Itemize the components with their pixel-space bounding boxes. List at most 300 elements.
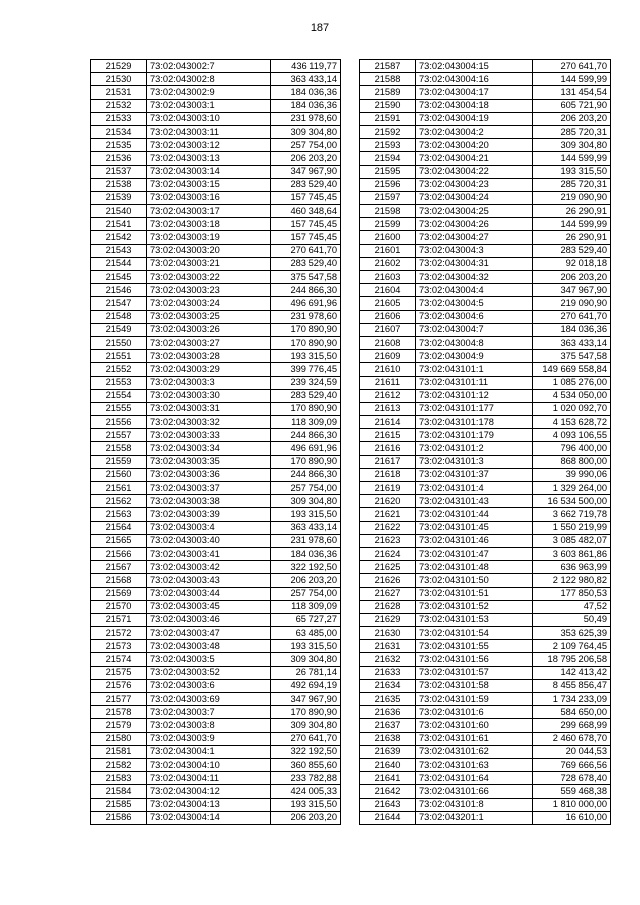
cadastral-number-cell: 73:02:043004:22 [416,165,533,178]
table-row [360,284,611,297]
table-row [91,389,341,402]
amount-cell: 47,52 [533,600,611,613]
cadastral-number-cell: 73:02:043004:6 [416,310,533,323]
table-row [91,336,341,349]
cadastral-number-cell: 73:02:043003:17 [147,205,271,218]
table-row [360,60,611,73]
row-number-cell: 21578 [91,706,147,719]
row-number-cell: 21533 [91,112,147,125]
row-number-cell: 21581 [91,745,147,758]
row-number-cell: 21608 [360,336,416,349]
cadastral-number-cell: 73:02:043004:31 [416,257,533,270]
cadastral-number-cell: 73:02:043003:38 [147,495,271,508]
cadastral-number-cell: 73:02:043004:18 [416,99,533,112]
table-row [91,561,341,574]
amount-cell: 257 754,00 [271,482,341,495]
cadastral-number-cell: 73:02:043003:26 [147,323,271,336]
cadastral-number-cell: 73:02:043003:5 [147,653,271,666]
amount-cell: 2 109 764,45 [533,640,611,653]
table-row [91,679,341,692]
table-row [360,745,611,758]
amount-cell: 157 745,45 [271,218,341,231]
amount-cell: 1 810 000,00 [533,798,611,811]
table-row [91,402,341,415]
cadastral-number-cell: 73:02:043101:51 [416,587,533,600]
cadastral-number-cell: 73:02:043003:9 [147,732,271,745]
table-row [360,785,611,798]
amount-cell: 605 721,90 [533,99,611,112]
amount-cell: 26 781,14 [271,666,341,679]
cadastral-number-cell: 73:02:043003:43 [147,574,271,587]
table-row [360,152,611,165]
amount-cell: 231 978,60 [271,534,341,547]
amount-cell: 118 309,09 [271,416,341,429]
row-number-cell: 21636 [360,706,416,719]
cadastral-number-cell: 73:02:043003:47 [147,627,271,640]
amount-cell: 219 090,90 [533,297,611,310]
row-number-cell: 21558 [91,442,147,455]
row-number-cell: 21585 [91,798,147,811]
cadastral-number-cell: 73:02:043003:30 [147,389,271,402]
cadastral-number-cell: 73:02:043004:12 [147,785,271,798]
cadastral-number-cell: 73:02:043003:7 [147,706,271,719]
cadastral-number-cell: 73:02:043101:12 [416,389,533,402]
row-number-cell: 21644 [360,811,416,824]
row-number-cell: 21580 [91,732,147,745]
table-row [91,508,341,521]
amount-cell: 868 800,00 [533,455,611,468]
amount-cell: 16 610,00 [533,811,611,824]
amount-cell: 360 855,60 [271,758,341,771]
table-row [360,429,611,442]
amount-cell: 363 433,14 [271,73,341,86]
cadastral-number-cell: 73:02:043004:23 [416,178,533,191]
table-row [360,547,611,560]
row-number-cell: 21590 [360,99,416,112]
row-number-cell: 21637 [360,719,416,732]
amount-cell: 257 754,00 [271,139,341,152]
table-row [91,640,341,653]
table-row [360,376,611,389]
table-row [360,653,611,666]
table-row [360,73,611,86]
table-row [91,310,341,323]
cadastral-number-cell: 73:02:043003:19 [147,231,271,244]
cadastral-number-cell: 73:02:043004:7 [416,323,533,336]
cadastral-number-cell: 73:02:043003:3 [147,376,271,389]
row-number-cell: 21559 [91,455,147,468]
table-row [91,205,341,218]
amount-cell: 492 694,19 [271,679,341,692]
amount-cell: 170 890,90 [271,336,341,349]
cadastral-number-cell: 73:02:043101:179 [416,429,533,442]
table-row [360,191,611,204]
table-row [91,363,341,376]
row-number-cell: 21628 [360,600,416,613]
row-number-cell: 21615 [360,429,416,442]
amount-cell: 184 036,36 [271,86,341,99]
cadastral-number-cell: 73:02:043003:33 [147,429,271,442]
amount-cell: 4 153 628,72 [533,416,611,429]
amount-cell: 584 650,00 [533,706,611,719]
table-row [91,547,341,560]
row-number-cell: 21583 [91,772,147,785]
row-number-cell: 21566 [91,547,147,560]
amount-cell: 299 668,99 [533,719,611,732]
row-number-cell: 21534 [91,125,147,138]
table-row [91,244,341,257]
table-row [360,811,611,824]
cadastral-number-cell: 73:02:043003:29 [147,363,271,376]
cadastral-number-cell: 73:02:043003:34 [147,442,271,455]
cadastral-number-cell: 73:02:043003:39 [147,508,271,521]
amount-cell: 728 678,40 [533,772,611,785]
table-row [91,574,341,587]
amount-cell: 233 782,88 [271,772,341,785]
row-number-cell: 21618 [360,468,416,481]
cadastral-number-cell: 73:02:043101:44 [416,508,533,521]
row-number-cell: 21613 [360,402,416,415]
table-row [91,284,341,297]
amount-cell: 559 468,38 [533,785,611,798]
table-row [91,165,341,178]
cadastral-number-cell: 73:02:043003:4 [147,521,271,534]
cadastral-number-cell: 73:02:043101:60 [416,719,533,732]
cadastral-number-cell: 73:02:043101:56 [416,653,533,666]
table-row [360,139,611,152]
amount-cell: 206 203,20 [271,811,341,824]
row-number-cell: 21562 [91,495,147,508]
table-row [91,758,341,771]
cadastral-number-cell: 73:02:043101:8 [416,798,533,811]
row-number-cell: 21596 [360,178,416,191]
cadastral-number-cell: 73:02:043101:11 [416,376,533,389]
amount-cell: 170 890,90 [271,455,341,468]
amount-cell: 39 990,06 [533,468,611,481]
amount-cell: 193 315,50 [271,508,341,521]
cadastral-number-cell: 73:02:043101:61 [416,732,533,745]
row-number-cell: 21536 [91,152,147,165]
row-number-cell: 21584 [91,785,147,798]
cadastral-number-cell: 73:02:043002:9 [147,86,271,99]
row-number-cell: 21551 [91,350,147,363]
row-number-cell: 21587 [360,60,416,73]
cadastral-number-cell: 73:02:043003:32 [147,416,271,429]
row-number-cell: 21616 [360,442,416,455]
amount-cell: 18 795 206,58 [533,653,611,666]
cadastral-number-cell: 73:02:043101:66 [416,785,533,798]
amount-cell: 363 433,14 [533,336,611,349]
table-row [360,455,611,468]
cadastral-number-cell: 73:02:043101:3 [416,455,533,468]
row-number-cell: 21532 [91,99,147,112]
row-number-cell: 21543 [91,244,147,257]
table-row [360,772,611,785]
row-number-cell: 21588 [360,73,416,86]
amount-cell: 769 666,56 [533,758,611,771]
cadastral-number-cell: 73:02:043003:24 [147,297,271,310]
row-number-cell: 21635 [360,693,416,706]
amount-cell: 193 315,50 [271,798,341,811]
table-row [91,112,341,125]
cadastral-number-cell: 73:02:043003:48 [147,640,271,653]
amount-cell: 3 603 861,86 [533,547,611,560]
cadastral-number-cell: 73:02:043101:58 [416,679,533,692]
row-number-cell: 21556 [91,416,147,429]
amount-cell: 231 978,60 [271,310,341,323]
row-number-cell: 21602 [360,257,416,270]
amount-cell: 363 433,14 [271,521,341,534]
cadastral-number-cell: 73:02:043101:54 [416,627,533,640]
table-row [91,271,341,284]
row-number-cell: 21577 [91,693,147,706]
row-number-cell: 21591 [360,112,416,125]
amount-cell: 270 641,70 [271,244,341,257]
cadastral-number-cell: 73:02:043004:27 [416,231,533,244]
amount-cell: 436 119,77 [271,60,341,73]
amount-cell: 347 967,90 [271,693,341,706]
table-row [360,86,611,99]
table-row [91,772,341,785]
cadastral-number-cell: 73:02:043004:21 [416,152,533,165]
row-number-cell: 21612 [360,389,416,402]
amount-cell: 270 641,70 [533,60,611,73]
row-number-cell: 21574 [91,653,147,666]
row-number-cell: 21593 [360,139,416,152]
cadastral-number-cell: 73:02:043002:7 [147,60,271,73]
row-number-cell: 21586 [91,811,147,824]
table-row [360,758,611,771]
table-row [360,297,611,310]
table-row [360,679,611,692]
cadastral-number-cell: 73:02:043004:4 [416,284,533,297]
row-number-cell: 21611 [360,376,416,389]
amount-cell: 26 290,91 [533,231,611,244]
cadastral-number-cell: 73:02:043004:20 [416,139,533,152]
row-number-cell: 21565 [91,534,147,547]
table-row [360,468,611,481]
row-number-cell: 21642 [360,785,416,798]
row-number-cell: 21553 [91,376,147,389]
table-row [360,218,611,231]
amount-cell: 460 348,64 [271,205,341,218]
amount-cell: 170 890,90 [271,402,341,415]
row-number-cell: 21557 [91,429,147,442]
cadastral-number-cell: 73:02:043003:44 [147,587,271,600]
table-row [360,442,611,455]
amount-cell: 347 967,90 [533,284,611,297]
cadastral-number-cell: 73:02:043004:3 [416,244,533,257]
row-number-cell: 21622 [360,521,416,534]
table-row [91,73,341,86]
cadastral-number-cell: 73:02:043101:45 [416,521,533,534]
amount-cell: 1 329 264,00 [533,482,611,495]
amount-cell: 2 122 980,82 [533,574,611,587]
cadastral-number-cell: 73:02:043101:63 [416,758,533,771]
row-number-cell: 21575 [91,666,147,679]
cadastral-number-cell: 73:02:043101:64 [416,772,533,785]
row-number-cell: 21561 [91,482,147,495]
amount-cell: 399 776,45 [271,363,341,376]
cadastral-number-cell: 73:02:043003:40 [147,534,271,547]
amount-cell: 309 304,80 [271,719,341,732]
amount-cell: 144 599,99 [533,73,611,86]
cadastral-number-cell: 73:02:043004:1 [147,745,271,758]
cadastral-number-cell: 73:02:043101:48 [416,561,533,574]
amount-cell: 50,49 [533,613,611,626]
cadastral-number-cell: 73:02:043201:1 [416,811,533,824]
amount-cell: 20 044,53 [533,745,611,758]
table-row [91,442,341,455]
amount-cell: 193 315,50 [271,350,341,363]
amount-cell: 149 669 558,84 [533,363,611,376]
cadastral-number-cell: 73:02:043101:62 [416,745,533,758]
amount-cell: 322 192,50 [271,745,341,758]
cadastral-number-cell: 73:02:043003:25 [147,310,271,323]
row-number-cell: 21573 [91,640,147,653]
row-number-cell: 21549 [91,323,147,336]
row-number-cell: 21603 [360,271,416,284]
amount-cell: 92 018,18 [533,257,611,270]
row-number-cell: 21589 [360,86,416,99]
table-row [360,389,611,402]
row-number-cell: 21548 [91,310,147,323]
amount-cell: 3 662 719,78 [533,508,611,521]
table-row [91,99,341,112]
cadastral-number-cell: 73:02:043004:26 [416,218,533,231]
cadastral-number-cell: 73:02:043003:15 [147,178,271,191]
cadastral-number-cell: 73:02:043003:27 [147,336,271,349]
amount-cell: 118 309,09 [271,600,341,613]
amount-cell: 309 304,80 [271,653,341,666]
table-row [360,574,611,587]
row-number-cell: 21546 [91,284,147,297]
cadastral-number-cell: 73:02:043003:36 [147,468,271,481]
table-row [91,152,341,165]
row-number-cell: 21638 [360,732,416,745]
amount-cell: 283 529,40 [271,389,341,402]
amount-cell: 353 625,39 [533,627,611,640]
amount-cell: 1 020 092,70 [533,402,611,415]
amount-cell: 170 890,90 [271,323,341,336]
cadastral-number-cell: 73:02:043004:5 [416,297,533,310]
table-row [91,429,341,442]
amount-cell: 131 454,54 [533,86,611,99]
row-number-cell: 21571 [91,613,147,626]
amount-cell: 283 529,40 [533,244,611,257]
row-number-cell: 21598 [360,205,416,218]
cadastral-number-cell: 73:02:043101:50 [416,574,533,587]
table-body [360,60,611,825]
cadastral-number-cell: 73:02:043101:55 [416,640,533,653]
row-number-cell: 21537 [91,165,147,178]
amount-cell: 636 963,99 [533,561,611,574]
cadastral-number-cell: 73:02:043002:8 [147,73,271,86]
row-number-cell: 21555 [91,402,147,415]
cadastral-number-cell: 73:02:043004:17 [416,86,533,99]
table-row [91,231,341,244]
row-number-cell: 21576 [91,679,147,692]
row-number-cell: 21604 [360,284,416,297]
table-row [360,323,611,336]
cadastral-number-cell: 73:02:043003:12 [147,139,271,152]
amount-cell: 244 866,30 [271,284,341,297]
register-table-right [359,59,611,825]
row-number-cell: 21560 [91,468,147,481]
row-number-cell: 21582 [91,758,147,771]
row-number-cell: 21530 [91,73,147,86]
row-number-cell: 21545 [91,271,147,284]
amount-cell: 219 090,90 [533,191,611,204]
row-number-cell: 21606 [360,310,416,323]
amount-cell: 285 720,31 [533,178,611,191]
row-number-cell: 21592 [360,125,416,138]
amount-cell: 270 641,70 [533,310,611,323]
row-number-cell: 21634 [360,679,416,692]
row-number-cell: 21620 [360,495,416,508]
table-row [91,495,341,508]
cadastral-number-cell: 73:02:043004:19 [416,112,533,125]
table-row [360,561,611,574]
cadastral-number-cell: 73:02:043003:46 [147,613,271,626]
table-row [91,719,341,732]
amount-cell: 16 534 500,00 [533,495,611,508]
row-number-cell: 21564 [91,521,147,534]
table-row [360,732,611,745]
row-number-cell: 21569 [91,587,147,600]
table-row [91,86,341,99]
amount-cell: 193 315,50 [271,640,341,653]
row-number-cell: 21531 [91,86,147,99]
table-row [360,336,611,349]
cadastral-number-cell: 73:02:043003:13 [147,152,271,165]
table-row [360,178,611,191]
table-row [91,323,341,336]
cadastral-number-cell: 73:02:043004:32 [416,271,533,284]
amount-cell: 244 866,30 [271,468,341,481]
cadastral-number-cell: 73:02:043101:4 [416,482,533,495]
amount-cell: 206 203,20 [271,152,341,165]
row-number-cell: 21627 [360,587,416,600]
cadastral-number-cell: 73:02:043003:31 [147,402,271,415]
table-row [360,613,611,626]
table-row [360,482,611,495]
table-row [91,785,341,798]
table-row [91,732,341,745]
cadastral-number-cell: 73:02:043003:37 [147,482,271,495]
amount-cell: 283 529,40 [271,178,341,191]
table-row [91,191,341,204]
table-row [91,693,341,706]
amount-cell: 322 192,50 [271,561,341,574]
amount-cell: 285 720,31 [533,125,611,138]
row-number-cell: 21619 [360,482,416,495]
table-row [360,350,611,363]
cadastral-number-cell: 73:02:043004:11 [147,772,271,785]
table-row [360,112,611,125]
table-body [91,60,341,825]
row-number-cell: 21535 [91,139,147,152]
cadastral-number-cell: 73:02:043004:13 [147,798,271,811]
table-row [91,60,341,73]
table-row [91,706,341,719]
table-row [91,376,341,389]
register-table-left [90,59,341,825]
cadastral-number-cell: 73:02:043101:53 [416,613,533,626]
table-row [91,521,341,534]
table-row [360,271,611,284]
row-number-cell: 21631 [360,640,416,653]
